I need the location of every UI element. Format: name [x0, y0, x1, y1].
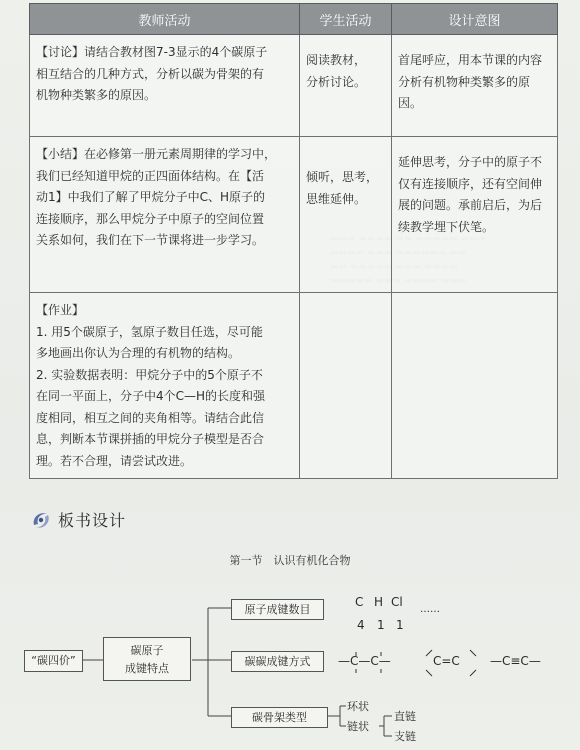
feature-line: 碳原子	[130, 644, 164, 657]
valence-label: “碳四价”	[31, 654, 76, 667]
header-student-activity: 学生活动	[300, 4, 392, 35]
branched-chain-label: 支链	[394, 730, 416, 743]
cell-line: 2. 实验数据表明：甲烷分子中的5个原子不	[36, 367, 263, 382]
cell-line: 动1】中我们了解了甲烷分子中C、H原子的	[36, 190, 266, 204]
double-bond-formula: C=C	[433, 654, 460, 668]
cell-line: 关系如何，我们在下一节课将进一步学习。	[36, 233, 265, 247]
cell-line: 续教学埋下伏笔。	[398, 219, 495, 234]
cell-line: 【作业】	[36, 303, 85, 317]
element-cl: Cl	[391, 595, 403, 609]
bond-count-box	[231, 599, 324, 620]
cell-line: 首尾呼应，用本节课的内容	[398, 53, 543, 67]
feature-line: 成键特点	[125, 662, 169, 675]
cell-line: 分析讨论。	[306, 74, 367, 89]
element-h: H	[374, 595, 384, 609]
chain-label: 链状	[347, 720, 369, 733]
cell-line: 在同一平面上，分子中4个C—H的长度和强	[36, 389, 266, 403]
single-bond-formula: —C—C—	[338, 654, 391, 668]
cell-line: 我们已经知道甲烷的正四面体结构。在【活	[36, 168, 265, 183]
cell-line: 【小结】在必修第一册元素周期律的学习中，	[36, 147, 277, 161]
header-teacher-activity: 教师活动	[30, 4, 300, 35]
bond-count-label: 原子成键数目	[244, 603, 311, 616]
straight-chain-label: 直链	[394, 710, 416, 723]
valence-box	[24, 650, 83, 672]
ring-label: 环状	[347, 700, 369, 713]
bond-type-box	[231, 651, 324, 672]
triple-bond-formula: —C≡C—	[490, 654, 541, 668]
cell-line: 倾听，思考，	[306, 170, 379, 184]
skeleton-type-label: 碳骨架类型	[252, 711, 307, 724]
cell-line: 阅读教材，	[306, 53, 367, 67]
cell-line: 度相同，相互之间的夹角相等。请结合此信	[36, 410, 265, 425]
cell-line: 延伸思考，分子中的原子不	[398, 155, 543, 169]
bonding-feature-box	[103, 637, 191, 681]
cell-line: 连接顺序，那么甲烷分子中原子的空间位置	[36, 211, 265, 226]
section-title: 板书设计	[58, 511, 127, 530]
bond-type-label: 碳碳成键方式	[244, 655, 311, 668]
cell-line: 相互结合的几种方式，分析以碳为骨架的有	[36, 66, 265, 81]
ellipsis: ……	[420, 604, 440, 615]
cell-line: 1. 用5个碳原子，氢原子数目任选，尽可能	[36, 324, 263, 339]
element-c: C	[355, 595, 364, 609]
cell-line: 分析有机物种类繁多的原因。	[398, 74, 531, 110]
cell-line: 理。若不合理，请尝试改进。	[36, 453, 193, 468]
cell-line: 仅有连接顺序，还有空间伸	[398, 176, 543, 191]
cell-line: 展的问题。承前启后，为后	[398, 198, 543, 212]
skeleton-type-box	[231, 707, 328, 728]
cell-line: 【讨论】请结合教材图7-3显示的4个碳原子	[36, 45, 268, 59]
header-design-intent: 设计意图	[392, 4, 558, 35]
cell-line: 思维延伸。	[306, 191, 367, 206]
count-h: 1	[377, 618, 385, 632]
count-cl: 1	[396, 618, 404, 632]
cell-line: 机物种类繁多的原因。	[36, 88, 157, 102]
count-c: 4	[357, 618, 365, 632]
cell-line: 多地画出你认为合理的有机物的结构。	[36, 346, 241, 360]
cell-line: 息，判断本节课拼插的甲烷分子模型是否合	[36, 432, 265, 446]
board-title: 第一节 认识有机化合物	[229, 554, 351, 567]
